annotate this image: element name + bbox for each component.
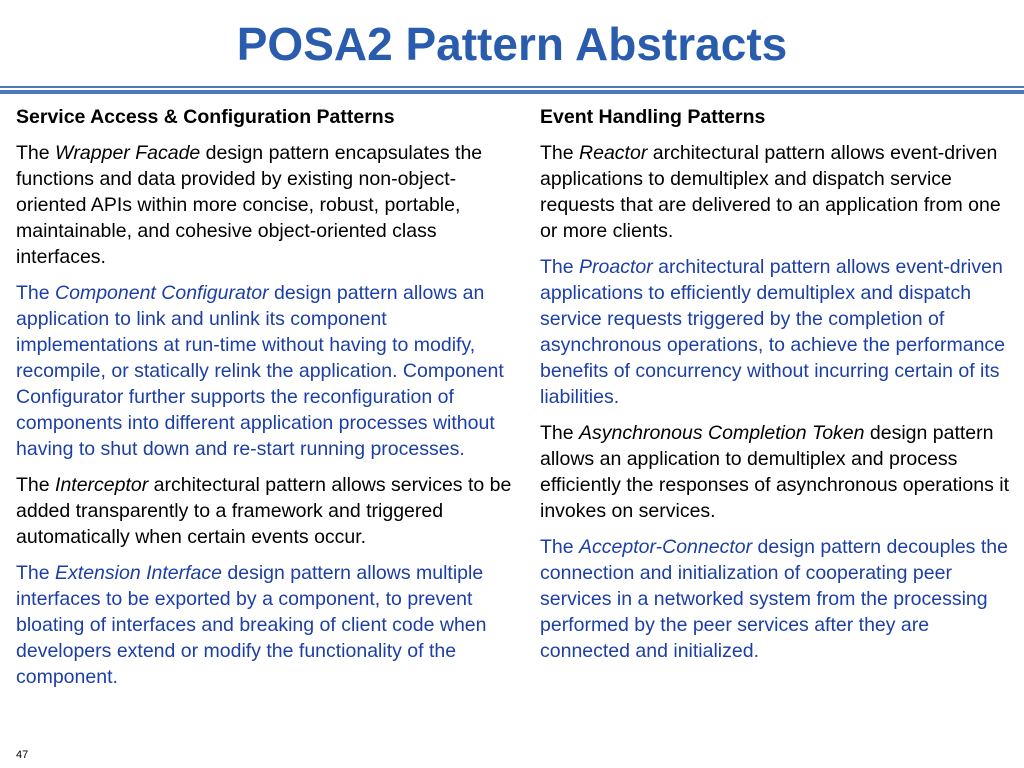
pattern-description: architectural pattern allows services to be added transparently to a framework and triggered automatically when certain events occur. [16, 474, 512, 548]
pattern-name: Reactor [579, 142, 648, 164]
pattern-name: Acceptor-Connector [579, 536, 753, 558]
pattern-description: architectural pattern allows event-driven applications to demultiplex and dispatch service requests that are delivered to an application from one or more clients. [540, 142, 1001, 242]
pattern-interceptor [16, 472, 520, 550]
pattern-prefix: The [16, 474, 56, 496]
event-handling-column [540, 104, 1016, 674]
pattern-prefix: The [540, 422, 580, 444]
pattern-description: design pattern allows an application to demultiplex and process efficiently the responses of asynchronous operations it invokes on services. [540, 422, 1009, 522]
pattern-name: Interceptor [55, 474, 149, 496]
pattern-prefix: The [16, 562, 56, 584]
pattern-description: design pattern decouples the connection and initialization of cooperating peer services in a networked system from the processing performed by the peer services after they are connected and initialized. [540, 536, 1008, 662]
pattern-name: Asynchronous Completion Token [579, 422, 865, 444]
slide-title: POSA2 Pattern Abstracts [236, 18, 788, 70]
pattern-proactor [540, 254, 1016, 410]
pattern-prefix: The [540, 536, 580, 558]
pattern-description: design pattern allows multiple interfaces to be exported by a component, to prevent bloating of interfaces and breaking of client code when developers extend or modify the functionality of the component. [16, 562, 487, 688]
title-rule-thin [0, 86, 1024, 88]
pattern-wrapper-facade [16, 140, 520, 270]
pattern-name: Proactor [579, 256, 653, 278]
pattern-prefix: The [16, 282, 56, 304]
pattern-component-configurator [16, 280, 520, 462]
pattern-acceptor-connector [540, 534, 1016, 664]
pattern-prefix: The [540, 142, 580, 164]
pattern-prefix: The [540, 256, 580, 278]
pattern-asynchronous-completion-token [540, 420, 1016, 524]
pattern-description: design pattern encapsulates the functions and data provided by existing non-object-oriented APIs within more concise, robust, portable, maintainable, and cohesive object-oriented class interfaces. [16, 142, 483, 268]
slide-number: 47 [16, 749, 29, 761]
column-heading: Event Handling Patterns [540, 106, 766, 128]
pattern-extension-interface [16, 560, 520, 690]
pattern-description: design pattern allows an application to link and unlink its component implementations at run-time without having to modify, recompile, or statically relink the application. Component Configurator further supports the reconfiguration of components into different application processes without having to shut down and re-start running processes. [16, 282, 504, 460]
pattern-name: Extension Interface [55, 562, 222, 584]
pattern-name: Component Configurator [55, 282, 269, 304]
title-rule-thick [0, 90, 1024, 94]
pattern-description: architectural pattern allows event-driven applications to efficiently demultiplex and dispatch service requests triggered by the completion of asynchronous operations, to achieve the performance benefits of concurrency without incurring certain of its liabilities. [540, 256, 1006, 408]
pattern-prefix: The [16, 142, 56, 164]
pattern-name: Wrapper Facade [55, 142, 201, 164]
column-heading: Service Access & Configuration Patterns [16, 106, 395, 128]
service-access-column [16, 104, 520, 700]
pattern-reactor [540, 140, 1016, 244]
